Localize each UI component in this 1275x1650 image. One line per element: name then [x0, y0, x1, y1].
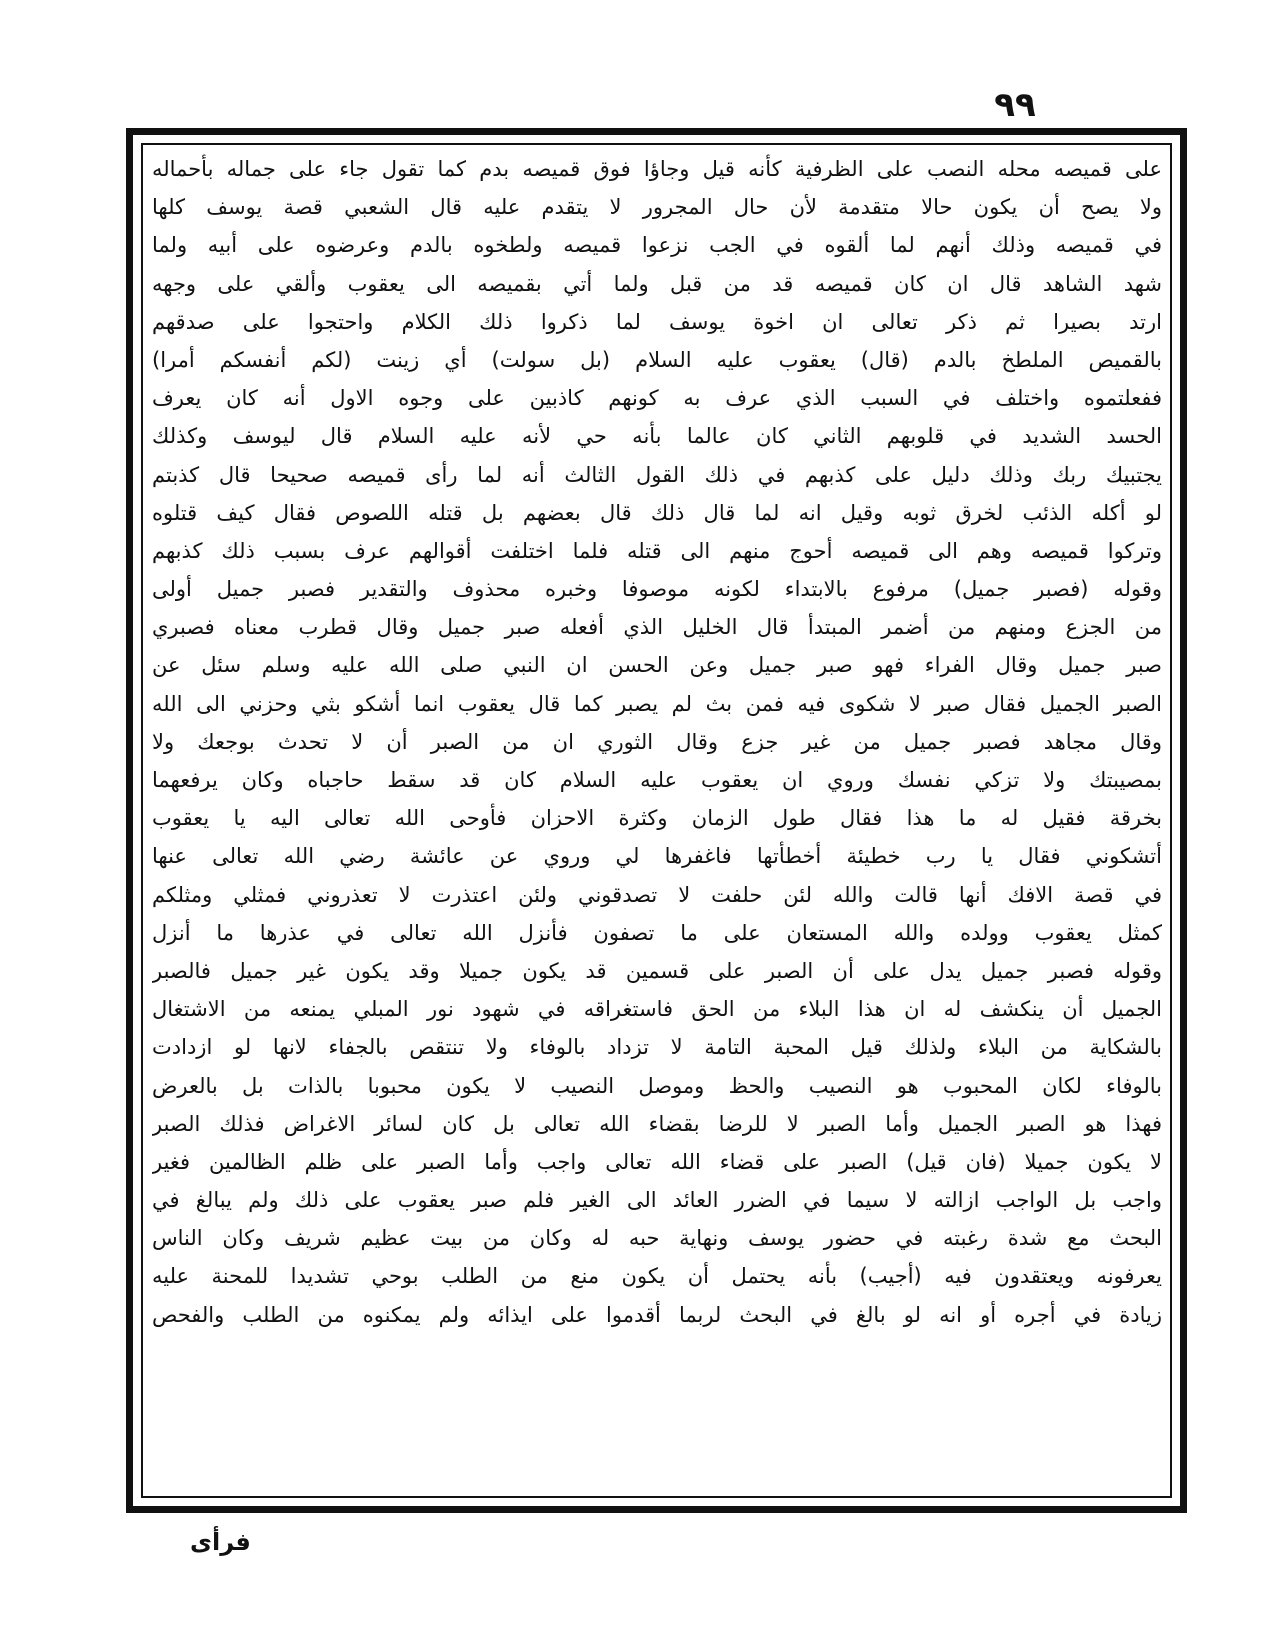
text-line: لا يكون جميلا (فان قيل) الصبر على قضاء الله تعالى واجب وأما الصبر على ظلم الظالمين فغير	[152, 1149, 1162, 1174]
text-line: زيادة في أجره أو انه لو بالغ في البحث لربما أقدموا على ايذائه ولم يمكنوه من الطلب والفحص	[152, 1302, 1162, 1327]
text-line: من الجزع ومنهم من أضمر المبتدأ قال الخليل الذي أفعله صبر جميل وقال قطرب معناه فصبري	[152, 615, 1162, 640]
catchword: فرأى	[190, 1528, 251, 1556]
text-line: ففعلتموه واختلف في السبب الذي عرف به كونهم كاذبين على وجوه الاول أنه كان يعرف	[152, 386, 1162, 411]
text-line: يعرفونه ويعتقدون فيه (أجيب) بأنه يحتمل أن يكون منع من الطلب بوحي تشديدا للمحنة عليه	[152, 1264, 1162, 1289]
text-line: على قميصه محله النصب على الظرفية كأنه قيل وجاؤا فوق قميصه بدم كما تقول جاء على جماله بأحماله	[152, 157, 1162, 181]
text-line: وقال مجاهد فصبر جميل من غير جزع وقال الثوري ان من الصبر أن لا تحدث بوجعك ولا	[152, 729, 1162, 754]
text-line: فهذا هو الصبر الجميل وأما الصبر لا للرضا بقضاء الله تعالى بل كان لسائر الاغراض فذلك الصبر	[152, 1111, 1162, 1136]
text-line: واجب بل الواجب ازالته لا سيما في الضرر العائد الى الغير فلم صبر يعقوب على ذلك ولم يبالغ في	[152, 1188, 1162, 1213]
page-number: ٩٩	[994, 85, 1036, 125]
text-line: وقوله فصبر جميل يدل على أن الصبر على قسمين قد يكون جميلا وقد يكون غير جميل فالصبر	[152, 958, 1162, 983]
text-line: بالشكاية من البلاء ولذلك قيل المحبة التامة لا تزداد بالوفاء ولا تنتقص بالجفاء لانها لو ازدادت	[152, 1035, 1162, 1060]
text-line: ولا يصح أن يكون حالا متقدمة لأن حال المجرور لا يتقدم عليه قال الشعبي قصة يوسف كلها	[152, 195, 1162, 220]
text-line: وتركوا قميصه وهم الى قميصه أحوج منهم الى قتله فلما اختلفت أقوالهم عرف بسبب ذلك كذبهم	[152, 538, 1162, 563]
text-line: شهد الشاهد قال ان كان قميصه قد من قبل ولما أتي بقميصه الى يعقوب وألقي على وجهه	[152, 271, 1162, 296]
text-line: الجميل أن ينكشف له ان هذا البلاء من الحق فاستغراقه في شهود نور المبلي يمنعه من الاشتغال	[152, 997, 1162, 1022]
text-line: بمصيبتك ولا تزكي نفسك وروي ان يعقوب عليه السلام كان قد سقط حاجباه وكان يرفعهما	[152, 768, 1162, 792]
text-line: لو أكله الذئب لخرق ثوبه وقيل انه لما قال ذلك قال بعضهم بل قتله اللصوص فقال كيف قتلوه	[152, 500, 1162, 525]
text-line: بالوفاء لكان المحبوب هو النصيب والحظ وموصل النصيب لا يكون محبوبا بالذات بل بالعرض	[152, 1073, 1162, 1098]
text-line: الحسد الشديد في قلوبهم الثاني كان عالما بأنه حي لأنه عليه السلام قال ليوسف وكذلك	[152, 424, 1162, 449]
text-line: وقوله (فصبر جميل) مرفوع بالابتداء لكونه موصوفا وخبره محذوف والتقدير فصبر جميل أولى	[152, 577, 1162, 602]
text-line: البحث مع شدة رغبته في حضور يوسف ونهاية حبه له وكان من بيت عظيم شريف وكان الناس	[152, 1226, 1162, 1251]
text-line: صبر جميل وقال الفراء فهو صبر جميل وعن الحسن ان النبي صلى الله عليه وسلم سئل عن	[152, 653, 1162, 678]
text-line: ارتد بصيرا ثم ذكر تعالى ان اخوة يوسف لما ذكروا ذلك الكلام واحتجوا على صدقهم	[152, 309, 1162, 334]
text-line: بخرقة فقيل له ما هذا فقال طول الزمان وكثرة الاحزان فأوحى الله تعالى اليه يا يعقوب	[152, 806, 1162, 831]
main-text-block	[152, 150, 1162, 1490]
text-line: في قصة الافك أنها قالت والله لئن حلفت لا تصدقوني ولئن اعتذرت لا تعذروني فمثلي ومثلكم	[152, 882, 1162, 907]
text-line: في قميصه وذلك أنهم لما ألقوه في الجب نزعوا قميصه ولطخوه بالدم وعرضوه على أبيه ولما	[152, 233, 1162, 258]
text-line: يجتبيك ربك وذلك دليل على كذبهم في ذلك القول الثالث أنه لما رأى قميصه صحيحا قال كذبتم	[152, 462, 1162, 487]
text-line: الصبر الجميل فقال صبر لا شكوى فيه فمن بث لم يصبر كما قال يعقوب انما أشكو بثي وحزني الى الله	[152, 691, 1162, 716]
text-line: بالقميص الملطخ بالدم (قال) يعقوب عليه السلام (بل سولت) أي زينت (لكم أنفسكم أمرا)	[152, 347, 1162, 372]
text-line: أتشكوني فقال يا رب خطيئة أخطأتها فاغفرها لي وروي عن عائشة رضي الله تعالى عنها	[152, 844, 1162, 869]
text-line: كمثل يعقوب وولده والله المستعان على ما تصفون فأنزل الله تعالى في عذرها ما أنزل	[152, 920, 1162, 945]
